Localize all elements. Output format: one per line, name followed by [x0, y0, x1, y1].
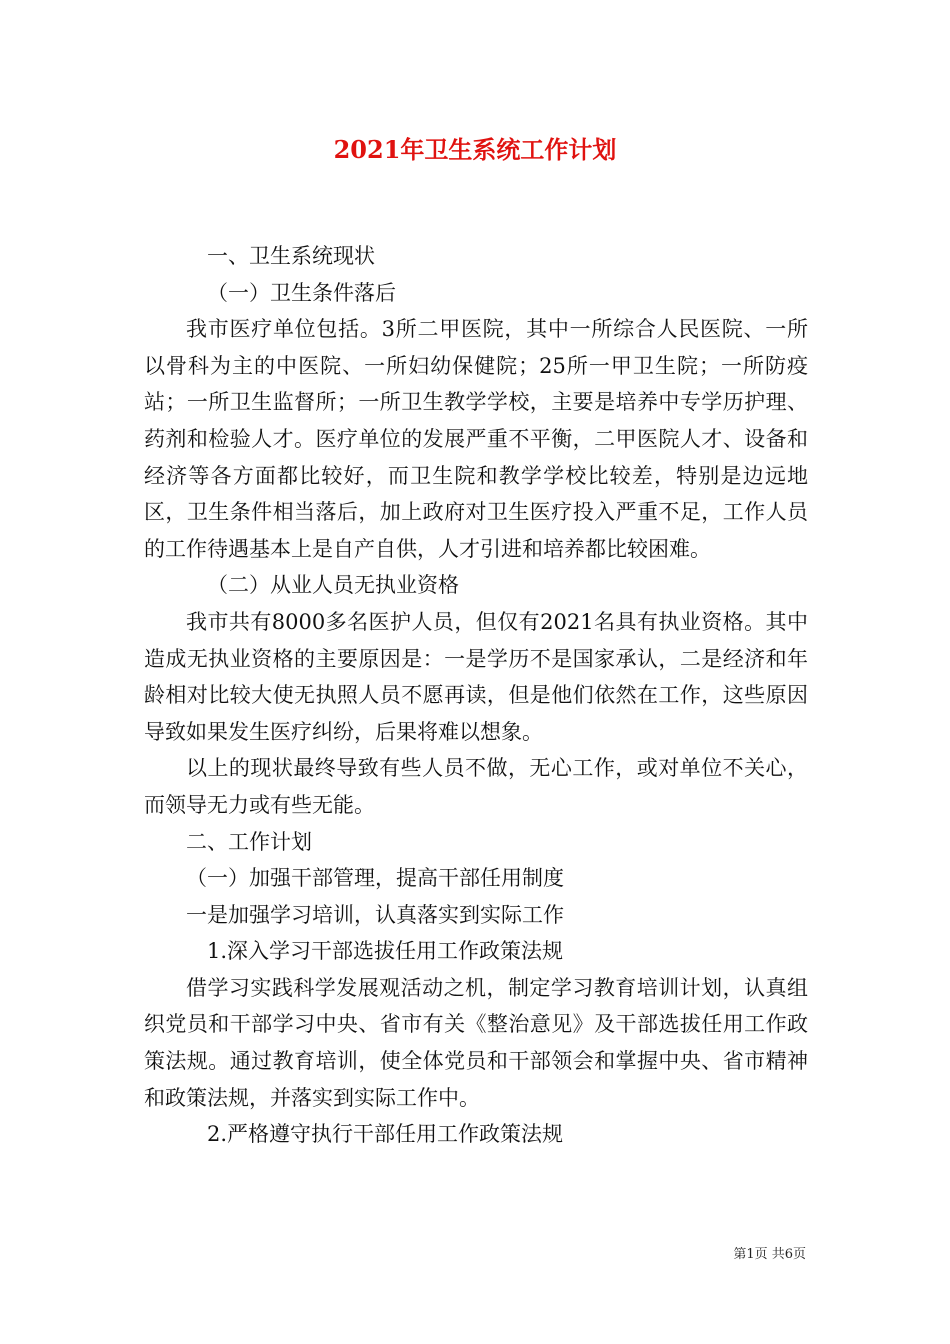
subsection-heading: （一）卫生条件落后 [207, 280, 396, 305]
page-title: 2021年卫生系统工作计划 [333, 135, 617, 164]
document-body [144, 238, 808, 1153]
section-heading: 一、卫生系统现状 [207, 244, 375, 268]
item-heading: 2.严格遵守执行干部任用工作政策法规 [207, 1122, 564, 1147]
paragraph: 我市共有8000多名医护人员，但仅有2021名具有执业资格。其中造成无执业资格的主要原因是：一是学历不是国家承认，二是经济和年龄相对比较大使无执照人员不愿再读，但是他们依然在工作，这些原因导致如果发生医疗纠纷，后果将难以想象。 [144, 609, 808, 744]
item-heading: 1.深入学习干部选拔任用工作政策法规 [207, 939, 564, 964]
paragraph: 以上的现状最终导致有些人员不做，无心工作，或对单位不关心，而领导无力或有些无能。 [144, 756, 808, 817]
subsection-heading: （一）加强干部管理，提高干部任用制度 [186, 866, 564, 891]
subsection-heading: （二）从业人员无执业资格 [207, 573, 459, 598]
section-heading: 二、工作计划 [186, 829, 312, 854]
paragraph: 借学习实践科学发展观活动之机，制定学习教育培训计划，认真组织党员和干部学习中央、省市有关《整治意见》及干部选拔任用工作政策法规。通过教育培训，使全体党员和干部领会和掌握中央、省市精神和政策法规，并落实到实际工作中。 [144, 975, 808, 1110]
paragraph: 我市医疗单位包括。3所二甲医院，其中一所综合人民医院、一所以骨科为主的中医院、一所妇幼保健院；25所一甲卫生院；一所防疫站；一所卫生监督所；一所卫生教学学校，主要是培养中专学历护理、药剂和检验人才。医疗单位的发展严重不平衡，二甲医院人才、设备和经济等各方面都比较好，而卫生院和教学学校比较差，特别是边远地区，卫生条件相当落后，加上政府对卫生医疗投入严重不足，工作人员的工作待遇基本上是自产自供，人才引进和培养都比较困难。 [144, 317, 808, 561]
paragraph: 一是加强学习培训，认真落实到实际工作 [186, 902, 564, 927]
page-number: 第1页 共6页 [733, 1247, 806, 1262]
